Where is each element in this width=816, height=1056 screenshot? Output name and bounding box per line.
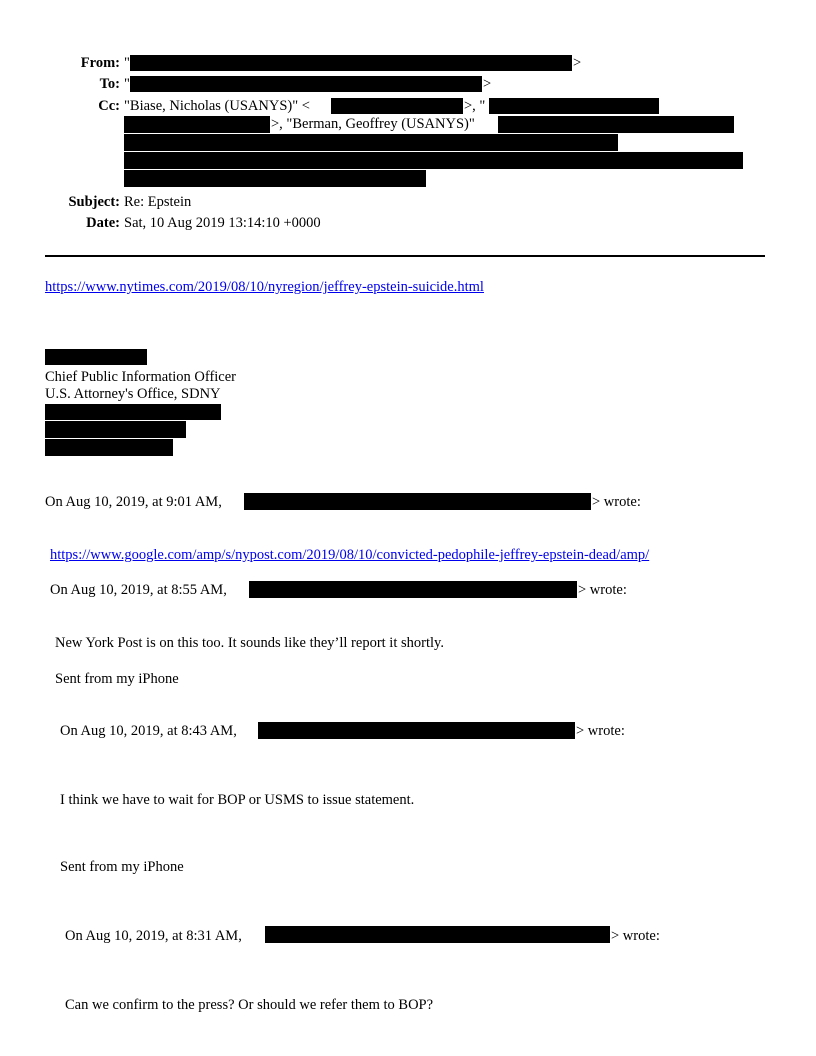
to-redaction xyxy=(130,76,482,92)
message-confirm: Can we confirm to the press? Or should we refer them to BOP? xyxy=(65,997,434,1013)
reply3-suffix: > wrote: xyxy=(576,723,625,739)
signature-redaction-3 xyxy=(45,439,173,456)
cc-part1: "Biase, Nicholas (USANYS)" < xyxy=(124,98,310,114)
cc-redaction-1 xyxy=(331,98,463,114)
reply3-prefix: On Aug 10, 2019, at 8:43 AM, xyxy=(60,723,237,739)
from-quote: " xyxy=(124,55,130,71)
reply1-suffix: > wrote: xyxy=(592,494,641,510)
cc-part2: >, " xyxy=(464,98,486,114)
reply2-prefix: On Aug 10, 2019, at 8:55 AM, xyxy=(50,582,227,598)
nypost-link[interactable]: https://www.google.com/amp/s/nypost.com/2019/08/10/convicted-pedophile-jeffrey-epstein-dead/amp/ xyxy=(50,547,650,563)
date-label: Date: xyxy=(86,215,120,231)
signature-redaction-2 xyxy=(45,421,186,438)
from-redaction xyxy=(130,55,572,71)
reply4-sender-redaction xyxy=(265,926,610,943)
message-nypost: New York Post is on this too. It sounds like they’ll report it shortly. xyxy=(55,635,444,651)
to-close: > xyxy=(483,76,492,92)
reply2-sender-redaction xyxy=(249,581,577,598)
reply1-prefix: On Aug 10, 2019, at 9:01 AM, xyxy=(45,494,222,510)
from-label: From: xyxy=(80,55,120,71)
from-close: > xyxy=(573,55,582,71)
signature-redaction-1 xyxy=(45,404,221,420)
cc-redaction-7 xyxy=(124,170,426,187)
cc-label: Cc: xyxy=(98,98,120,114)
signature-office: U.S. Attorney's Office, SDNY xyxy=(45,386,221,402)
cc-redaction-4 xyxy=(498,116,734,133)
cc-redaction-3 xyxy=(124,116,270,133)
signature-title: Chief Public Information Officer xyxy=(45,369,236,385)
reply3-sender-redaction xyxy=(258,722,575,739)
subject-label: Subject: xyxy=(68,194,120,210)
sent-from-iphone-2: Sent from my iPhone xyxy=(60,859,184,875)
message-wait: I think we have to wait for BOP or USMS to issue statement. xyxy=(60,792,415,808)
to-label: To: xyxy=(99,76,120,92)
reply2-suffix: > wrote: xyxy=(578,582,627,598)
subject-value: Re: Epstein xyxy=(124,194,192,210)
signature-name-redaction xyxy=(45,349,147,365)
nytimes-link[interactable]: https://www.nytimes.com/2019/08/10/nyregion/jeffrey-epstein-suicide.html xyxy=(45,279,484,295)
header-divider xyxy=(45,255,765,257)
cc-redaction-2 xyxy=(489,98,659,114)
reply4-suffix: > wrote: xyxy=(611,928,660,944)
date-value: Sat, 10 Aug 2019 13:14:10 +0000 xyxy=(124,215,321,231)
cc-redaction-6 xyxy=(124,152,743,169)
cc-part3: >, "Berman, Geoffrey (USANYS)" xyxy=(271,116,475,132)
sent-from-iphone-1: Sent from my iPhone xyxy=(55,671,179,687)
reply4-prefix: On Aug 10, 2019, at 8:31 AM, xyxy=(65,928,242,944)
reply1-sender-redaction xyxy=(244,493,591,510)
to-quote: " xyxy=(124,76,130,92)
cc-redaction-5 xyxy=(124,134,618,151)
